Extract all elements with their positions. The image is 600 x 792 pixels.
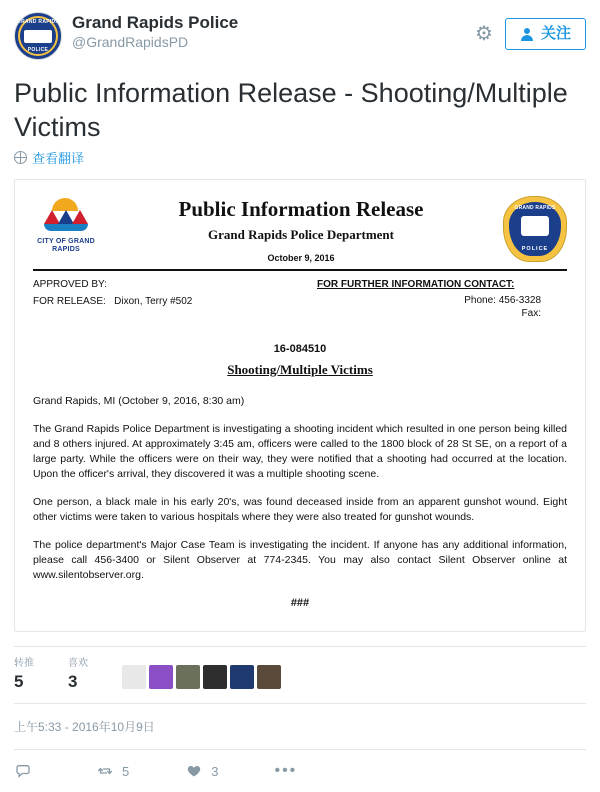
tweet-stats: [14, 646, 586, 704]
more-action[interactable]: [274, 764, 297, 778]
approved-by-label: APPROVED BY:: [33, 279, 107, 290]
contact-phone: Phone: 456-3328: [464, 295, 541, 306]
retweet-count: 5: [122, 763, 130, 779]
document-meta-left: [33, 279, 317, 321]
city-logo-text: CITY OF GRAND RAPIDS: [37, 238, 95, 253]
document-subheading: Grand Rapids Police Department: [208, 227, 394, 242]
translate-label: 查看翻译: [32, 151, 85, 166]
document-paragraph: One person, a black male in his early 20's, was found deceased inside from an apparent gunshot wound. Eight other victims were taken to various hospitals where they were also treated for gunshot wounds.: [33, 496, 567, 523]
tweet-title: Public Information Release - Shooting/Multiple Victims: [14, 78, 568, 142]
document-meta: [33, 279, 567, 321]
document-meta-right: [317, 279, 567, 321]
case-title: Shooting/Multiple Victims: [227, 362, 373, 377]
document-header: [33, 196, 567, 263]
badge-seal: [521, 216, 549, 236]
retweet-action[interactable]: [96, 762, 129, 780]
tweet-header: [14, 0, 586, 66]
like-stat-value: 3: [68, 672, 78, 691]
avatar[interactable]: [176, 665, 200, 689]
facepile: [122, 657, 281, 689]
avatar[interactable]: [149, 665, 173, 689]
retweet-stat[interactable]: [14, 657, 34, 693]
globe-icon: [14, 151, 27, 164]
follow-button[interactable]: [505, 18, 586, 50]
account-names: [72, 12, 475, 52]
document-dateline: Grand Rapids, MI (October 9, 2016, 8:30 am): [33, 395, 245, 407]
like-stat-label: 喜欢: [68, 658, 88, 669]
contact-fax: Fax:: [521, 308, 541, 319]
tweet-actions: [14, 750, 586, 792]
more-dots-icon: •••: [274, 762, 298, 779]
avatar-bottom-text: POLICE: [27, 47, 49, 53]
city-logo-mark: [38, 198, 94, 234]
city-logo: [33, 196, 99, 254]
like-action[interactable]: [185, 762, 218, 780]
retweet-stat-value: 5: [14, 672, 24, 691]
document-end-mark: ###: [290, 597, 310, 609]
contact-heading: FOR FURTHER INFORMATION CONTACT:: [317, 279, 515, 290]
retweet-stat-label: 转推: [14, 658, 34, 669]
avatar[interactable]: [14, 12, 62, 60]
avatar[interactable]: [257, 665, 281, 689]
press-release-document[interactable]: [14, 179, 586, 632]
account-handle[interactable]: @GrandRapidsPD: [72, 34, 189, 50]
document-date: October 9, 2016: [267, 253, 335, 263]
document-titles: [99, 196, 503, 263]
header-actions: [475, 12, 586, 50]
document-body: [33, 394, 567, 611]
document-paragraph: The police department's Major Case Team is investigating the incident. If anyone has any additional information, please call 456-3400 or Silent Observer at 774-2345. You may also contact Silent Observer online at www.silentobserver.org.: [33, 539, 567, 581]
document-divider: [33, 269, 567, 271]
avatar[interactable]: [122, 665, 146, 689]
account-display-name[interactable]: Grand Rapids Police: [72, 13, 239, 32]
avatar[interactable]: [203, 665, 227, 689]
person-add-icon: [520, 27, 535, 42]
reply-icon: [14, 762, 32, 780]
like-count: 3: [211, 763, 219, 779]
for-release-label: FOR RELEASE:: [33, 296, 106, 307]
for-release-row: [33, 296, 317, 307]
retweet-icon: [96, 762, 114, 780]
gear-icon[interactable]: ⚙: [475, 23, 493, 45]
case-number: 16-084510: [273, 343, 327, 355]
badge-bottom-text: POLICE: [521, 246, 549, 252]
avatar[interactable]: [230, 665, 254, 689]
avatar-top-text: GRAND RAPIDS: [16, 19, 60, 25]
police-badge-icon: [503, 196, 567, 262]
reply-action[interactable]: [14, 762, 40, 780]
document-paragraph: The Grand Rapids Police Department is investigating a shooting incident which resulted in one person being killed and 8 others injured. At approximately 3:45 am, officers were called to the 1800 block of 28 St SE, on a report of a large party. While the officers were on their way, they were notified that a shooting had occurred at the location. Upon the officer's arrival, they discovered it was a multiple shooting scene.: [33, 423, 567, 480]
like-stat[interactable]: [68, 657, 88, 693]
avatar-emblem: [24, 30, 52, 43]
heart-icon: [185, 762, 203, 780]
badge-top-text: GRAND RAPIDS: [514, 205, 556, 211]
follow-button-label: 关注: [540, 25, 571, 42]
translate-link[interactable]: [14, 148, 586, 167]
wave-shape: [44, 224, 88, 231]
for-release-value: Dixon, Terry #502: [114, 296, 193, 307]
document-heading: Public Information Release: [178, 197, 424, 221]
peaks-shape: [44, 210, 88, 224]
tweet-timestamp: 上午5:33 - 2016年10月9日: [14, 704, 586, 750]
